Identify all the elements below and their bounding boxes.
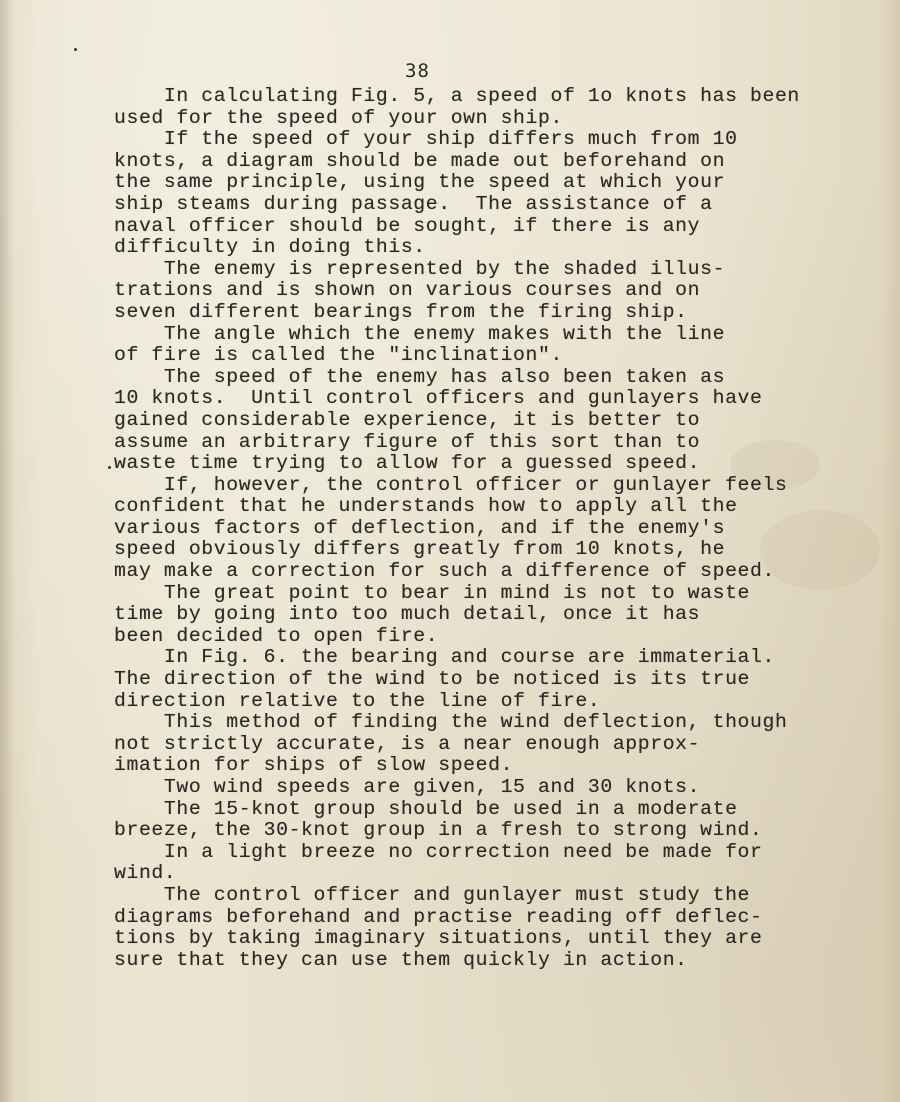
text-line: been decided to open fire.	[114, 624, 439, 647]
text-line: naval officer should be sought, if there is any	[114, 214, 701, 237]
text-line: This method of finding the wind deflection, though	[114, 711, 788, 734]
text-line: The direction of the wind to be noticed is its true	[114, 668, 751, 691]
text-line: breeze, the 30-knot group in a fresh to strong wind.	[114, 819, 763, 842]
text-line: diagrams beforehand and practise reading off deflec-	[114, 905, 763, 928]
text-line: not strictly accurate, is a near enough approx-	[114, 732, 701, 755]
text-line: In a light breeze no correction need be made for	[114, 840, 763, 863]
text-line: trations and is shown on various courses and on	[114, 279, 701, 302]
text-line: The angle which the enemy makes with the line	[114, 322, 726, 345]
text-line: If the speed of your ship differs much from 10	[114, 128, 738, 151]
text-line: The control officer and gunlayer must study the	[114, 883, 751, 906]
text-line: In Fig. 6. the bearing and course are immaterial.	[114, 646, 775, 669]
text-line: waste time trying to allow for a guessed speed.	[114, 452, 701, 475]
text-line: assume an arbitrary figure of this sort than to	[114, 430, 701, 453]
text-line: gained considerable experience, it is better to	[114, 408, 701, 431]
text-line: The enemy is represented by the shaded illus-	[114, 257, 726, 280]
text-line: the same principle, using the speed at which your	[114, 171, 726, 194]
body-text	[114, 86, 834, 971]
text-line: If, however, the control officer or gunlayer feels	[114, 473, 788, 496]
text-line: used for the speed of your own ship.	[114, 106, 563, 129]
text-line: ship steams during passage. The assistance of a	[114, 192, 713, 215]
text-line: time by going into too much detail, once it has	[114, 603, 701, 626]
text-line: The speed of the enemy has also been taken as	[114, 365, 726, 388]
text-line: seven different bearings from the firing ship.	[114, 300, 688, 323]
page-edge-shadow	[0, 0, 14, 1102]
punch-mark	[108, 466, 111, 469]
text-line: of fire is called the "inclination".	[114, 344, 563, 367]
text-line: may make a correction for such a difference of speed.	[114, 560, 775, 583]
punch-mark	[74, 48, 77, 51]
text-line: difficulty in doing this.	[114, 236, 426, 259]
text-line: In calculating Fig. 5, a speed of 1o knots has been	[114, 85, 800, 107]
text-line: knots, a diagram should be made out beforehand on	[114, 149, 726, 172]
text-line: confident that he understands how to apply all the	[114, 495, 738, 518]
text-line: sure that they can use them quickly in action.	[114, 948, 688, 971]
text-line: tions by taking imaginary situations, until they are	[114, 927, 763, 950]
text-line: imation for ships of slow speed.	[114, 754, 514, 777]
text-line: Two wind speeds are given, 15 and 30 knots.	[114, 776, 701, 798]
text-line: direction relative to the line of fire.	[114, 689, 601, 712]
text-line: The great point to bear in mind is not to waste	[114, 581, 751, 604]
page-number: 38	[405, 60, 430, 82]
text-line: The 15-knot group should be used in a moderate	[114, 797, 738, 820]
text-line: speed obviously differs greatly from 10 knots, he	[114, 538, 726, 561]
text-line: 10 knots. Until control officers and gunlayers have	[114, 387, 763, 410]
text-line: various factors of deflection, and if the enemy's	[114, 516, 726, 539]
text-line: wind.	[114, 862, 177, 885]
